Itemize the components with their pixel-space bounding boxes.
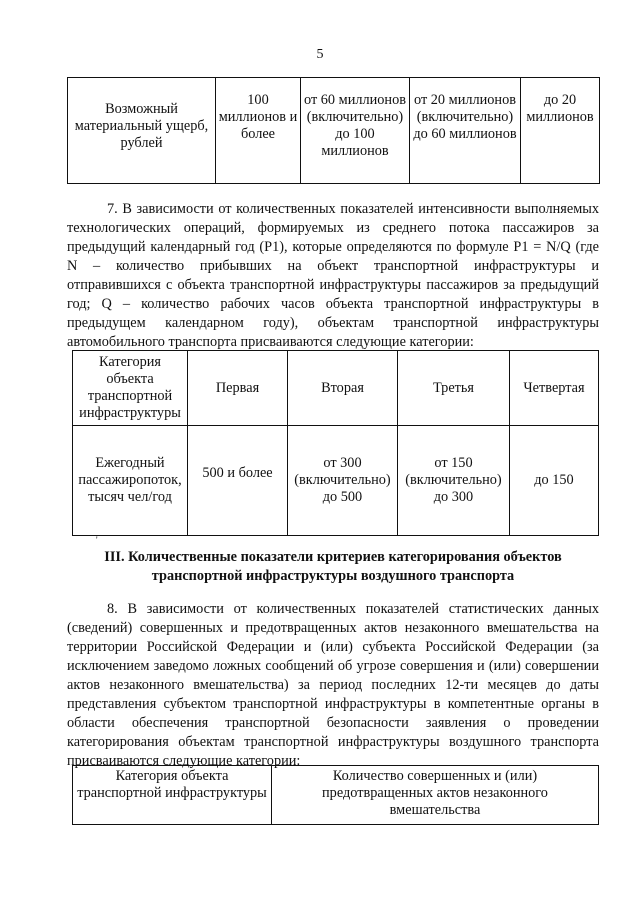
damage-row-label: Возможный материальный ущерб, рублей [68,78,216,184]
passenger-value: 500 и более [188,426,288,536]
damage-cell: от 20 миллионов (включительно) до 60 миллионов [410,78,521,184]
passenger-value: от 150 (включительно) до 300 [398,426,510,536]
category-fourth: Четвертая [510,351,599,426]
passenger-value: от 300 (включительно) до 500 [288,426,398,536]
page-number: 5 [316,47,324,62]
section-3-heading: III. Количественные показатели критериев категорирования объектов транспортной инфраструктуры воздушного транспорта [104,549,562,584]
passenger-flow-label: Ежегодный пассажиропоток, тысяч чел/год [73,426,188,536]
air-col-acts: Количество совершенных и (или) предотвращенных актов незаконного вмешательства [272,766,599,825]
table-row [73,766,599,825]
damage-table [67,77,600,184]
table-row [73,351,599,426]
category-third: Третья [398,351,510,426]
category-second: Вторая [288,351,398,426]
category-header-label: Категория объекта транспортной инфраструктуры [73,351,188,426]
damage-cell: до 20 миллионов [521,78,600,184]
damage-cell: 100 миллионов и более [216,78,301,184]
air-category-table [72,765,599,825]
category-first: Первая [188,351,288,426]
passenger-value: до 150 [510,426,599,536]
air-col-category: Категория объекта транспортной инфраструктуры [73,766,272,825]
table-row [68,78,600,184]
passenger-category-table [72,350,599,536]
paragraph-8: 8. В зависимости от количественных показателей статистических данных (сведений) совершенных и предотвращенных актов незаконного вмешательства на территории Российской Федерации и (или) субъекта Российской Федерации (за исключением заведомо ложных сообщений об угрозе совершения и (или) совершении актов незаконного вмешательства) за период последних 12-ти месяцев до даты представления субъектом транспортной инфраструктуры в компетентные органы в области обеспечения транспортной безопасности заявления о проведении категорирования объектам транспортной инфраструктуры воздушного транспорта присваиваются следующие категории: [67,601,599,769]
damage-cell: от 60 миллионов (включительно) до 100 миллионов [301,78,410,184]
stray-mark: ' [96,535,98,545]
paragraph-7: 7. В зависимости от количественных показателей интенсивности выполняемых технологических операций, формируемых из среднего потока пассажиров за предыдущий календарный год (P1), которые определяются по формуле P1 = N/Q (где N – количество прибывших на объект транспортной инфраструктуры и отправившихся с объекта транспортной инфраструктуры пассажиров за предыдущий год; Q – количество рабочих часов объекта транспортной инфраструктуры в предыдущем календарном году), объектам транспортной инфраструктуры автомобильного транспорта присваиваются следующие категории: [67,201,599,350]
table-row [73,426,599,536]
